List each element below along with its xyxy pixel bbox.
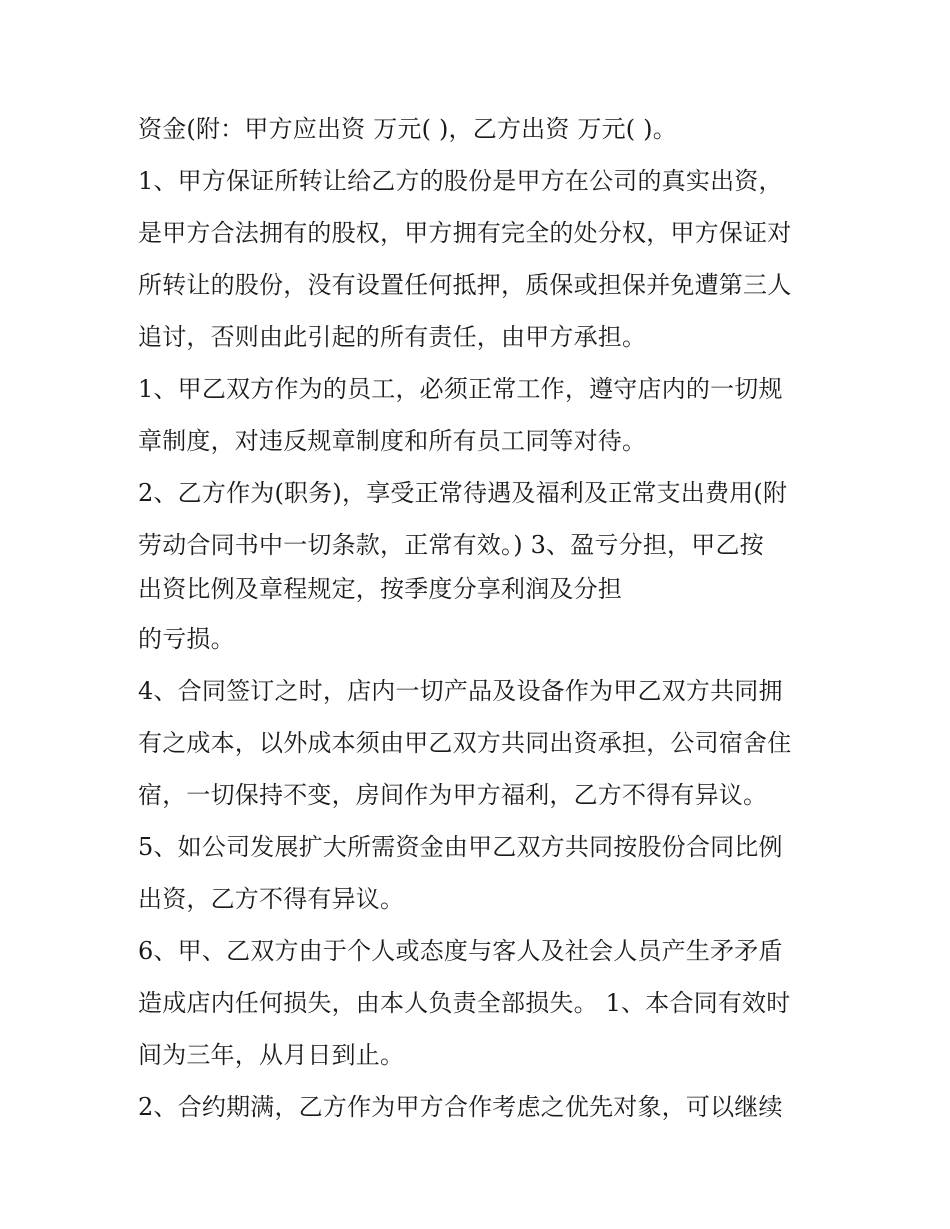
text-line: 有之成本，以外成本须由甲乙双方共同出资承担，公司宿舍住 — [138, 729, 792, 757]
text-line: 1、甲乙双方作为的员工，必须正常工作，遵守店内的一切规 — [138, 375, 783, 403]
text-line: 是甲方合法拥有的股权，甲方拥有完全的处分权，甲方保证对 — [138, 219, 792, 247]
text-line: 资金(附：甲方应出资 万元( )，乙方出资 万元( )。 — [138, 115, 677, 143]
text-line: 6、甲、乙双方由于个人或态度与客人及社会人员产生矛矛盾 — [138, 937, 783, 965]
text-line: 的亏损。 — [138, 625, 235, 653]
text-line: 所转让的股份，没有设置任何抵押，质保或担保并免遭第三人 — [138, 271, 792, 299]
text-line: 劳动合同书中一切条款，正常有效。) 3、盈亏分担，甲乙按 — [138, 531, 764, 559]
text-line: 出资，乙方不得有异议。 — [138, 885, 405, 913]
text-line: 出资比例及章程规定，按季度分享利润及分担 — [138, 575, 622, 603]
text-line: 造成店内任何损失，由本人负责全部损失。 1、本合同有效时 — [138, 989, 791, 1017]
text-line: 2、合约期满，乙方作为甲方合作考虑之优先对象，可以继续 — [138, 1093, 783, 1121]
text-line: 5、如公司发展扩大所需资金由甲乙双方共同按股份合同比例 — [138, 833, 783, 861]
text-line: 章制度，对违反规章制度和所有员工同等对待。 — [138, 427, 647, 455]
text-line: 1、甲方保证所转让给乙方的股份是甲方在公司的真实出资， — [138, 167, 783, 195]
text-line: 追讨，否则由此引起的所有责任，由甲方承担。 — [138, 323, 647, 351]
text-line: 间为三年，从月日到止。 — [138, 1041, 405, 1069]
text-line: 2、乙方作为(职务)，享受正常待遇及福利及正常支出费用(附 — [138, 479, 788, 507]
text-line: 宿，一切保持不变，房间作为甲方福利，乙方不得有异议。 — [138, 781, 768, 809]
text-line: 4、合同签订之时，店内一切产品及设备作为甲乙双方共同拥 — [138, 677, 783, 705]
